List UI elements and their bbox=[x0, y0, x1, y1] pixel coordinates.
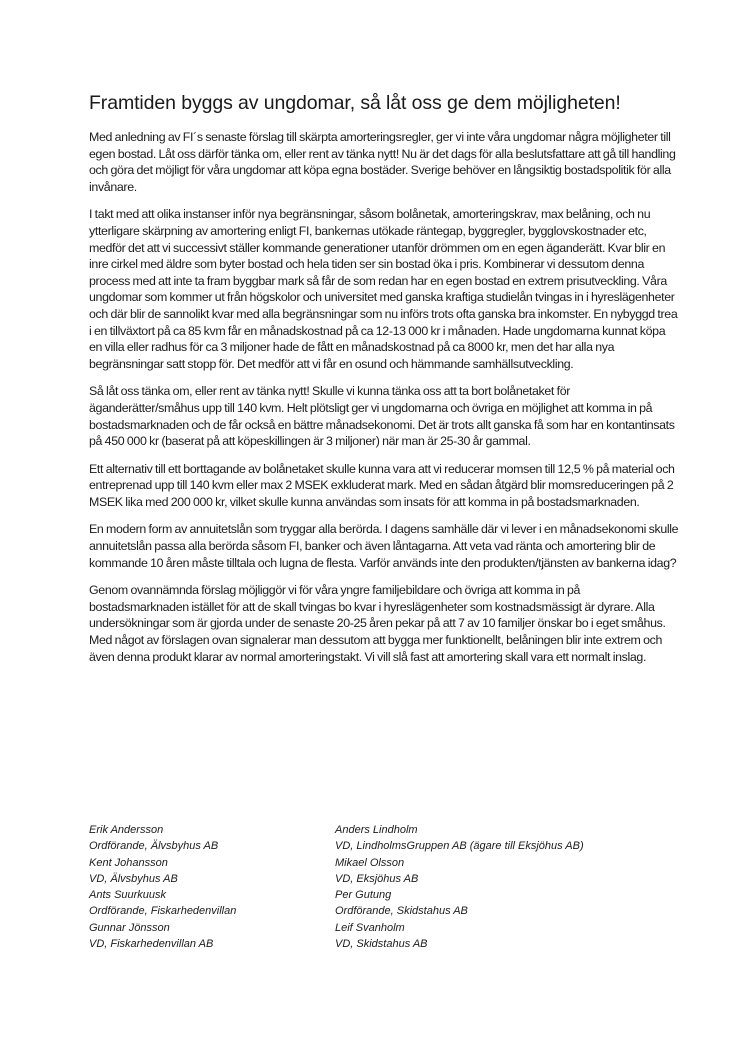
signatures bbox=[89, 822, 609, 952]
document-body bbox=[89, 91, 679, 676]
paragraph-annuity-loans: En modern form av annuitetslån som tryggar alla berörda. I dagens samhälle där vi lever i en månadsekonomi skulle annuitetslån passa alla berörda såsom FI, banker och även låntagarna. Att veta vad ränta och amortering blir de kommande 10 åren måste tilltala och lugna de flesta. Varför används inte den produkten/tjänsten av bankerna idag? bbox=[89, 522, 679, 570]
signatures-left-column bbox=[89, 822, 335, 952]
signatory-role: VD, LindholmsGruppen AB (ägare till Eksjöhus AB) bbox=[335, 840, 584, 853]
signatory-role: Ordförande, Skidstahus AB bbox=[335, 905, 468, 918]
paragraph-conclusion: Genom ovannämnda förslag möjliggör vi för våra yngre familjebildare och övriga att komma in på bostadsmarknaden istället för att de skall tvingas bo kvar i hyreslägenheter som kostnadsmässigt är dyrare. Alla undersökningar som är gjorda under de senaste 20-25 åren pekar på att 7 av 10 familjer önskar bo i eget småhus. Med något av förslagen ovan signalerar man dessutom att bygga mer funktionellt, belåningen blir inte extrem och även denna produkt klarar av normal amorteringstakt. Vi vill slå fast att amortering skall vara ett normalt inslag. bbox=[89, 583, 666, 664]
signatory-name: Leif Svanholm bbox=[335, 921, 405, 934]
document-title: Framtiden byggs av ungdomar, så låt oss ge dem möjligheten! bbox=[89, 92, 621, 114]
signatory-name: Anders Lindholm bbox=[335, 824, 418, 836]
signatory-name: Mikael Olsson bbox=[335, 856, 405, 869]
paragraph-intro: Med anledning av FI´s senaste förslag till skärpta amorteringsregler, ger vi inte våra ungdomar några möjligheter till egen bostad. Låt oss därför tänka om, eller rent av tänka nytt! Nu är det dags för alla beslutsfattare att gå till handling och göra det möjligt för våra ungdomar att köpa egna bostäder. Sverige behöver en långsiktig bostadspolitik för alla invånare. bbox=[89, 130, 676, 194]
signatory-name: Per Gutung bbox=[335, 889, 392, 902]
signatory-role: Ordförande, Fiskarhedenvillan bbox=[89, 905, 237, 918]
signatures-right-column bbox=[335, 822, 605, 952]
signatory-role: VD, Eksjöhus AB bbox=[335, 872, 419, 885]
signatory-name: Kent Johansson bbox=[89, 856, 168, 869]
signatory-role: VD, Fiskarhedenvillan AB bbox=[89, 938, 214, 951]
signatory-name: Erik Andersson bbox=[89, 824, 164, 836]
paragraph-mortgage-cap: Så låt oss tänka om, eller rent av tänka nytt! Skulle vi kunna tänka oss att ta bort bolånetaket för äganderätter/småhus upp till 140 kvm. Helt plötsligt ger vi ungdomarna och övriga en möjlighet att komma in på bostadsmarknaden och de får också en bättre månadsekonomi. Det är trots allt ganska få som har en kontantinsats på 450 000 kr (baserat på att köpeskillingen är 3 miljoner) när man är 25-30 år gammal. bbox=[89, 384, 675, 449]
signatory-name: Ants Suurkuusk bbox=[89, 889, 167, 902]
paragraph-restrictions: I takt med att olika instanser inför nya begränsningar, såsom bolånetak, amorteringskrav, max belåning, och nu ytterligare skärpning av amortering enligt FI, bankernas utökade räntegap, byggregler, bygglovskostnader etc, medför det att vi successivt ställer kommande generationer utanför drömmen om en egen äganderätt. Kvar blir en inre cirkel med äldre som byter bostad och hela tiden ser sin bostad öka i pris. Kombinerar vi dessutom denna process med att inte ta fram byggbar mark så får de som redan har en egen bostad en extrem prisutveckling. Våra ungdomar som kommer ut från högskolor och universitet med ganska kraftiga studielån tvingas in i hyreslägenheter och där blir de sannolikt kvar med alla begränsningar som nu införs trots ofta ganska bra inkomster. En nybyggd trea i en tillväxtort på ca 85 kvm får en månadskostnad på ca 12-13 000 kr i månaden. Hade ungdomarna kunnat köpa en villa eller radhus för ca 3 miljoner hade de fått en månadskostnad på ca 8000 kr, men det har alla nya begränsningar satt stopp för. Det medför att vi får en osund och hämmande samhällsutveckling. bbox=[89, 207, 678, 371]
signatory-name: Gunnar Jönsson bbox=[89, 921, 170, 934]
signatory-role: VD, Älvsbyhus AB bbox=[89, 872, 178, 885]
signatory-role: Ordförande, Älvsbyhus AB bbox=[89, 840, 219, 853]
paragraph-vat-alternative: Ett alternativ till ett borttagande av bolånetaket skulle kunna vara att vi reducerar momsen till 12,5 % på material och entreprenad upp till 140 kvm eller max 2 MSEK exkluderat mark. Med en sådan åtgärd blir momsreduceringen på 2 MSEK lika med 200 000 kr, vilket skulle kunna användas som insats för att komma in på bostadsmarknaden. bbox=[89, 461, 675, 509]
signatory-role: VD, Skidstahus AB bbox=[335, 938, 428, 951]
